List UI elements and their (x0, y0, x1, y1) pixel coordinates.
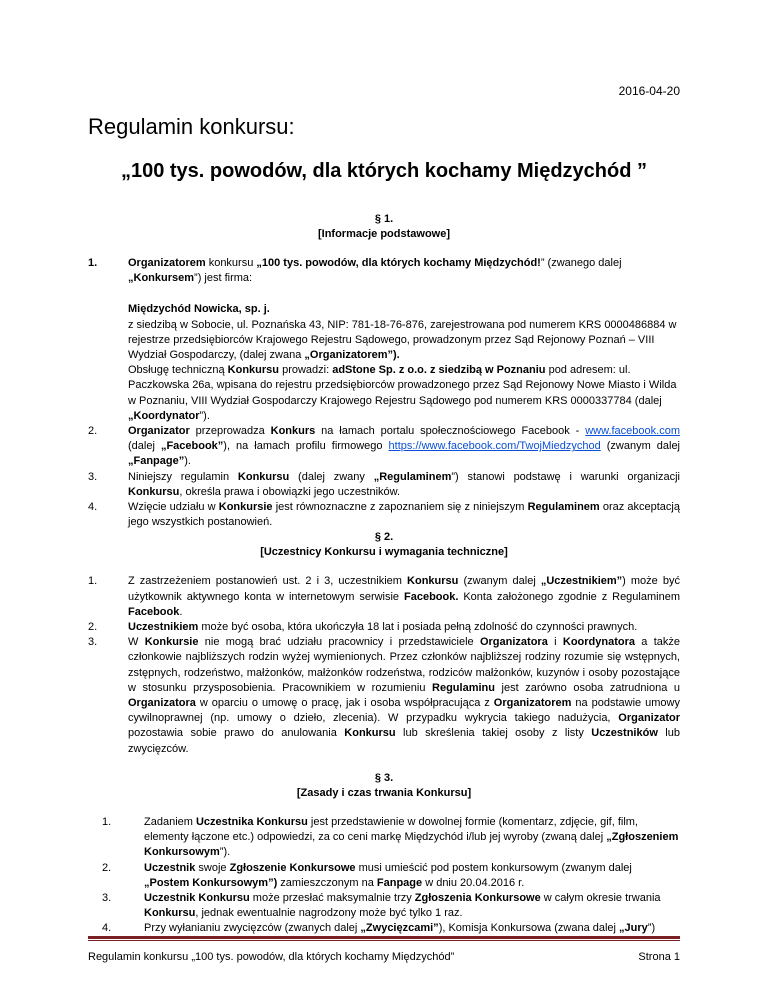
section-3-list (88, 815, 680, 937)
document-title: Regulamin konkursu: (88, 114, 295, 139)
facebook-link[interactable]: www.facebook.com (585, 425, 680, 438)
section-1-list (88, 256, 680, 530)
list-item: 4. Wzięcie udziału w Konkursie jest równoznaczne z zapoznaniem się z niniejszym Regulaminem oraz akceptacją jego wszystkich postanowień. (88, 501, 680, 529)
list-item: 2. Uczestnik swoje Zgłoszenie Konkursowe musi umieścić pod postem konkursowym (zwanym dalej „Postem Konkursowym”) zamieszczonym na Fanpage w dniu 20.04.2016 r. (102, 861, 632, 889)
list-number: 1. (88, 257, 98, 269)
list-number: 3. (88, 470, 98, 483)
list-item: 2. Uczestnikiem może być osoba, która ukończyła 18 lat i posiada pełną zdolność do czynności prawnych. (88, 620, 680, 635)
document-body (88, 212, 680, 937)
section-1-header (88, 212, 680, 242)
list-item: 3. Uczestnik Konkursu może przesłać maksymalnie trzy Zgłoszenia Konkursowe w całym okresie trwania Konkursu, jednak ewentualnie nagrodzony może być tylko 1 raz. (102, 891, 661, 920)
section-number: § 2. (374, 531, 394, 544)
list-item: 3. Niniejszy regulamin Konkursu (dalej zwany „Regulaminem”) stanowi podstawę i warunki organizacji Konkursu, określa prawa i obowiązki jego uczestników. (88, 470, 680, 498)
section-number: § 1. (374, 213, 394, 225)
section-2-header (88, 530, 680, 560)
document-date: 2016-04-20 (618, 84, 680, 98)
list-item: 1. Zadaniem Uczestnika Konkursu jest przedstawienie w dowolnej formie (komentarz, zdjęcie, gif, film, elementy łączone etc.) odpowiedzi, za co ceni markę Międzychód i/lub jej wyroby (zwaną dalej „Zgłoszeniem Konkursowym”). (102, 815, 679, 859)
footer-divider (88, 936, 680, 939)
section-2-list (88, 574, 680, 756)
section-3-header (88, 771, 680, 801)
list-item: 1. Z zastrzeżeniem postanowień ust. 2 i 3, uczestnikiem Konkursu (zwanym dalej „Uczestnikiem”) może być użytkownik aktywnego konta w internetowym serwisie Facebook. Konta założonego zgodnie z Regulaminem Facebook. (88, 575, 680, 618)
list-item: 2. Organizator przeprowadza Konkurs na łamach portalu społecznościowego Facebook - www.facebook.com (dalej „Facebook”), na łamach profilu firmowego https://www.facebook.com/TwojMiedzychod (zwanym dalej „Fanpage”). (88, 425, 680, 468)
list-item: 1. Organizatorem konkursu „100 tys. powodów, dla których kochamy Międzychód!” (zwanego dalej „Konkursem”) jest firma: Międzychód Nowicka, sp. j. z siedzibą w Sobocie, ul. Poznańska 43, NIP: 781-18-76-876, zarejestrowana pod numerem KRS 0000486884 w rejestrze przedsiębiorców Krajowego Rejestru Sądowego, prowadzonym przez Sąd Rejonowy Poznań – VIII Wydział Gospodarczy, (dalej zwana „Organizatorem”). Obsługę techniczną Konkursu prowadzi: adStone Sp. z o.o. z siedzibą w Poznaniu pod adresem: ul. Paczkowska 26a, wpisana do rejestru przedsiębiorców prowadzonego przez Sąd Rejonowy Nowe Miasto i Wilda w Poznaniu, VIII Wydział Gospodarczy Krajowego Rejestru Sądowego pod numerem KRS 0000337784 (dalej „Koordynator”). (88, 257, 677, 422)
document-subtitle: „100 tys. powodów, dla których kochamy Międzychód ” (120, 160, 648, 182)
company-name: Międzychód Nowicka, sp. j. (128, 303, 270, 316)
footer-title: Regulamin konkursu „100 tys. powodów, dla których kochamy Międzychód” (88, 951, 455, 963)
section-heading: [Uczestnicy Konkursu i wymagania techniczne] (260, 546, 508, 559)
section-heading: [Zasady i czas trwania Konkursu] (296, 786, 472, 799)
list-number: 2. (88, 425, 98, 438)
list-item: 4. Przy wyłanianiu zwycięzców (zwanych dalej „Zwycięzcami”), Komisja Konkursowa (zwana dalej „Jury”) (88, 921, 680, 936)
list-number: 1. (88, 575, 98, 588)
footer-divider-thin (88, 940, 680, 941)
section-heading: [Informacje podstawowe] (317, 228, 451, 240)
list-number: 2. (88, 621, 98, 634)
list-number: 2. (102, 861, 112, 874)
fanpage-link[interactable]: https://www.facebook.com/TwojMiedzychod (388, 440, 601, 453)
list-number: 1. (102, 815, 112, 828)
list-item: 3. W Konkursie nie mogą brać udziału pracownicy i przedstawiciele Organizatora i Koordynatora a także członkowie najbliższych rodzin wyżej wymienionych. Przez członków najbliższej rodziny rozumie się wstępnych, zstępnych, rodzeństwo, małżonków, małżonków rodzeństwa, rodziców małżonków, kuzynów i osoby pozostające w stosunku przysposobienia. Pracownikiem w rozumieniu Regulaminu jest zarówno osoba zatrudniona u Organizatora w oparciu o umowę o pracę, jak i osoba współpracująca z Organizatorem na podstawie umowy cywilnoprawnej (np. umowy o dzieło, zlecenia). W przypadku wykrycia takiego nadużycia, Organizator pozostawia sobie prawo do anulowania Konkursu lub skreślenia takiej osoby z listy Uczestników lub zwycięzców. (88, 636, 680, 755)
page-number: Strona 1 (638, 951, 680, 963)
list-number: 3. (102, 891, 112, 904)
list-number: 4. (88, 501, 98, 514)
list-number: 4. (102, 922, 112, 935)
section-number: § 3. (374, 771, 394, 784)
list-number: 3. (88, 636, 98, 649)
